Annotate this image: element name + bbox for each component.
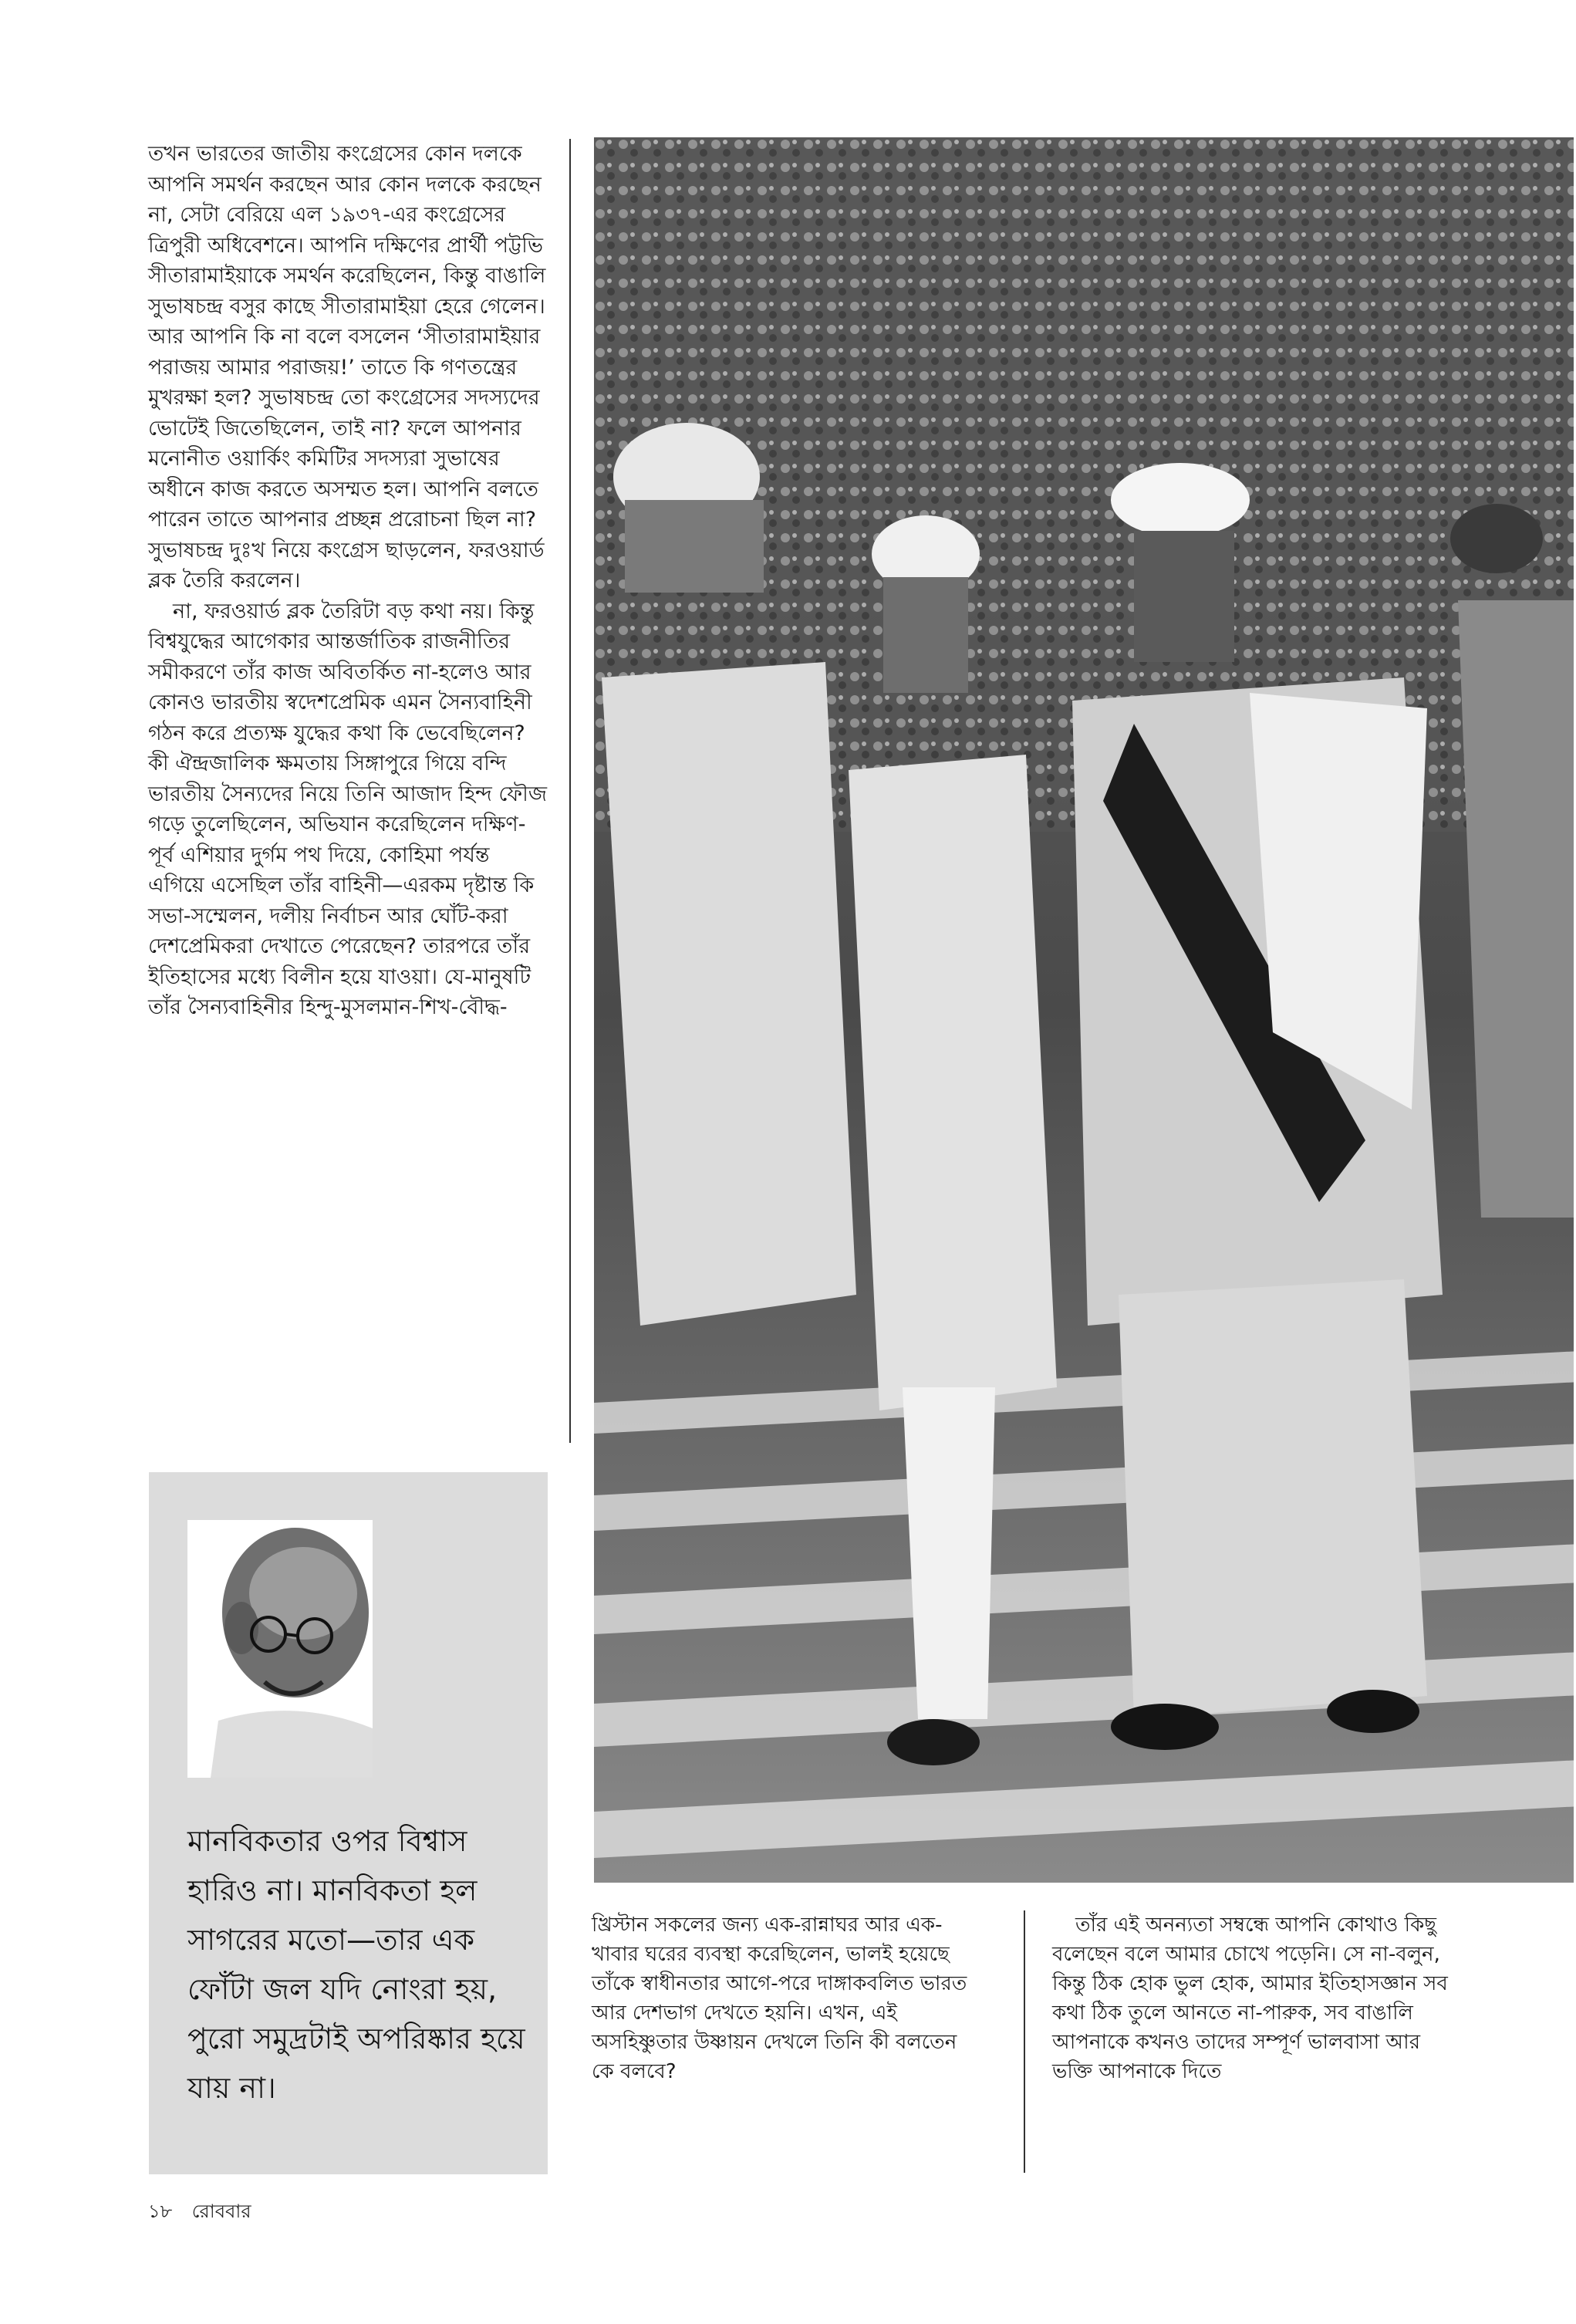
article-paragraph-1: তখন ভারতের জাতীয় কংগ্রেসের কোন দলকে আপনি সমর্থন করছেন আর কোন দলকে করছেন না, সেটা বেরিয়ে এল ১৯৩৭-এর কংগ্রেসের ত্রিপুরী অধিবেশনে। আপনি দক্ষিণের প্রার্থী পট্টভি সীতারামাইয়াকে সমর্থন করেছিলেন, কিন্তু বাঙালি সুভাষচন্দ্র বসুর কাছে সীতারামাইয়া হেরে গেলেন। আর আপনি কি না বলে বসলেন ‘সীতারামাইয়ার পরাজয় আমার পরাজয়!’ তাতে কি গণতন্ত্রের মুখরক্ষা হল? সুভাষচন্দ্র তো কংগ্রেসের সদস্যদের ভোটেই জিতেছিলেন, তাই না? ফলে আপনার মনোনীত ওয়ার্কিং কমিটির সদস্যরা সুভাষের অধীনে কাজ করতে অসম্মত হল। আপনি বলতে পারেন তাতে আপনার প্রচ্ছন্ন প্ররোচনা ছিল না? সুভাষচন্দ্র দুঃখ নিয়ে কংগ্রেস ছাড়লেন, ফরওয়ার্ড ব্লক তৈরি করলেন।	[148, 142, 546, 593]
procession-photograph	[594, 137, 1574, 1883]
page-footer	[148, 2197, 265, 2228]
bottom-paragraph-1: খ্রিস্টান সকলের জন্য এক-রান্নাঘর আর এক-খাবার ঘরের ব্যবস্থা করেছিলেন, ভালই হয়েছে তাঁকে স্বাধীনতার আগে-পরে দাঙ্গাকবলিত ভারত আর দেশভাগ দেখতে হয়নি। এখন, এই অসহিষ্ণুতার উষ্ণায়ন দেখলে তিনি কী বলতেন কে বলবে?	[592, 1914, 967, 2083]
quote-box	[149, 1472, 548, 2174]
bottom-paragraph-2: তাঁর এই অনন্যতা সম্বন্ধে আপনি কোথাও কিছু বলেছেন বলে আমার চোখে পড়েনি। সে না-বলুন, কিন্তু ঠিক হোক ভুল হোক, আমার ইতিহাসজ্ঞান সব কথা ঠিক তুলে আনতে না-পারুক, সব বাঙালি আপনাকে কখনও তাদের সম্পূর্ণ ভালবাসা আর ভক্তি আপনাকে দিতে	[1052, 1914, 1448, 2083]
quote-text: মানবিকতার ওপর বিশ্বাস হারিও না। মানবিকতা হল সাগরের মতো—তার এক ফোঁটা জল যদি নোংরা হয়, পুরো সমুদ্রটাই অপরিষ্কার হয়ে যায় না।	[187, 1824, 525, 2105]
article-paragraph-2: না, ফরওয়ার্ড ব্লক তৈরিটা বড় কথা নয়। কিন্তু বিশ্বযুদ্ধের আগেকার আন্তর্জাতিক রাজনীতির সমীকরণে তাঁর কাজ অবিতর্কিত না-হলেও আর কোনও ভারতীয় স্বদেশপ্রেমিক এমন সৈন্যবাহিনী গঠন করে প্রত্যক্ষ যুদ্ধের কথা কি ভেবেছিলেন? কী ঐন্দ্রজালিক ক্ষমতায় সিঙ্গাপুরে গিয়ে বন্দি ভারতীয় সৈন্যদের নিয়ে তিনি আজাদ হিন্দ ফৌজ গড়ে তুলেছিলেন, অভিযান করেছিলেন দক্ষিণ-পূর্ব এশিয়ার দুর্গম পথ দিয়ে, কোহিমা পর্যন্ত এগিয়ে এসেছিল তাঁর বাহিনী—এরকম দৃষ্টান্ত কি সভা-সম্মেলন, দলীয় নির্বাচন আর ঘোঁট-করা দেশপ্রেমিকরা দেখাতে পেরেছেন? তারপরে তাঁর ইতিহাসের মধ্যে বিলীন হয়ে যাওয়া। যে-মানুষটি তাঁর সৈন্যবাহিনীর হিন্দু-মুসলমান-শিখ-বৌদ্ধ-	[148, 599, 547, 1019]
gandhi-portrait	[187, 1520, 373, 1778]
bottom-text-column-1	[592, 1910, 977, 2086]
left-text-column	[148, 139, 549, 1023]
publication-name: রোববার	[191, 2201, 251, 2222]
bottom-text-column-2	[1052, 1910, 1453, 2086]
procession-photo-image	[594, 137, 1574, 1883]
column-divider-left	[569, 139, 571, 1443]
column-divider-bottom	[1024, 1910, 1025, 2173]
portrait-image	[187, 1520, 373, 1778]
page-number: ১৮	[148, 2201, 173, 2222]
